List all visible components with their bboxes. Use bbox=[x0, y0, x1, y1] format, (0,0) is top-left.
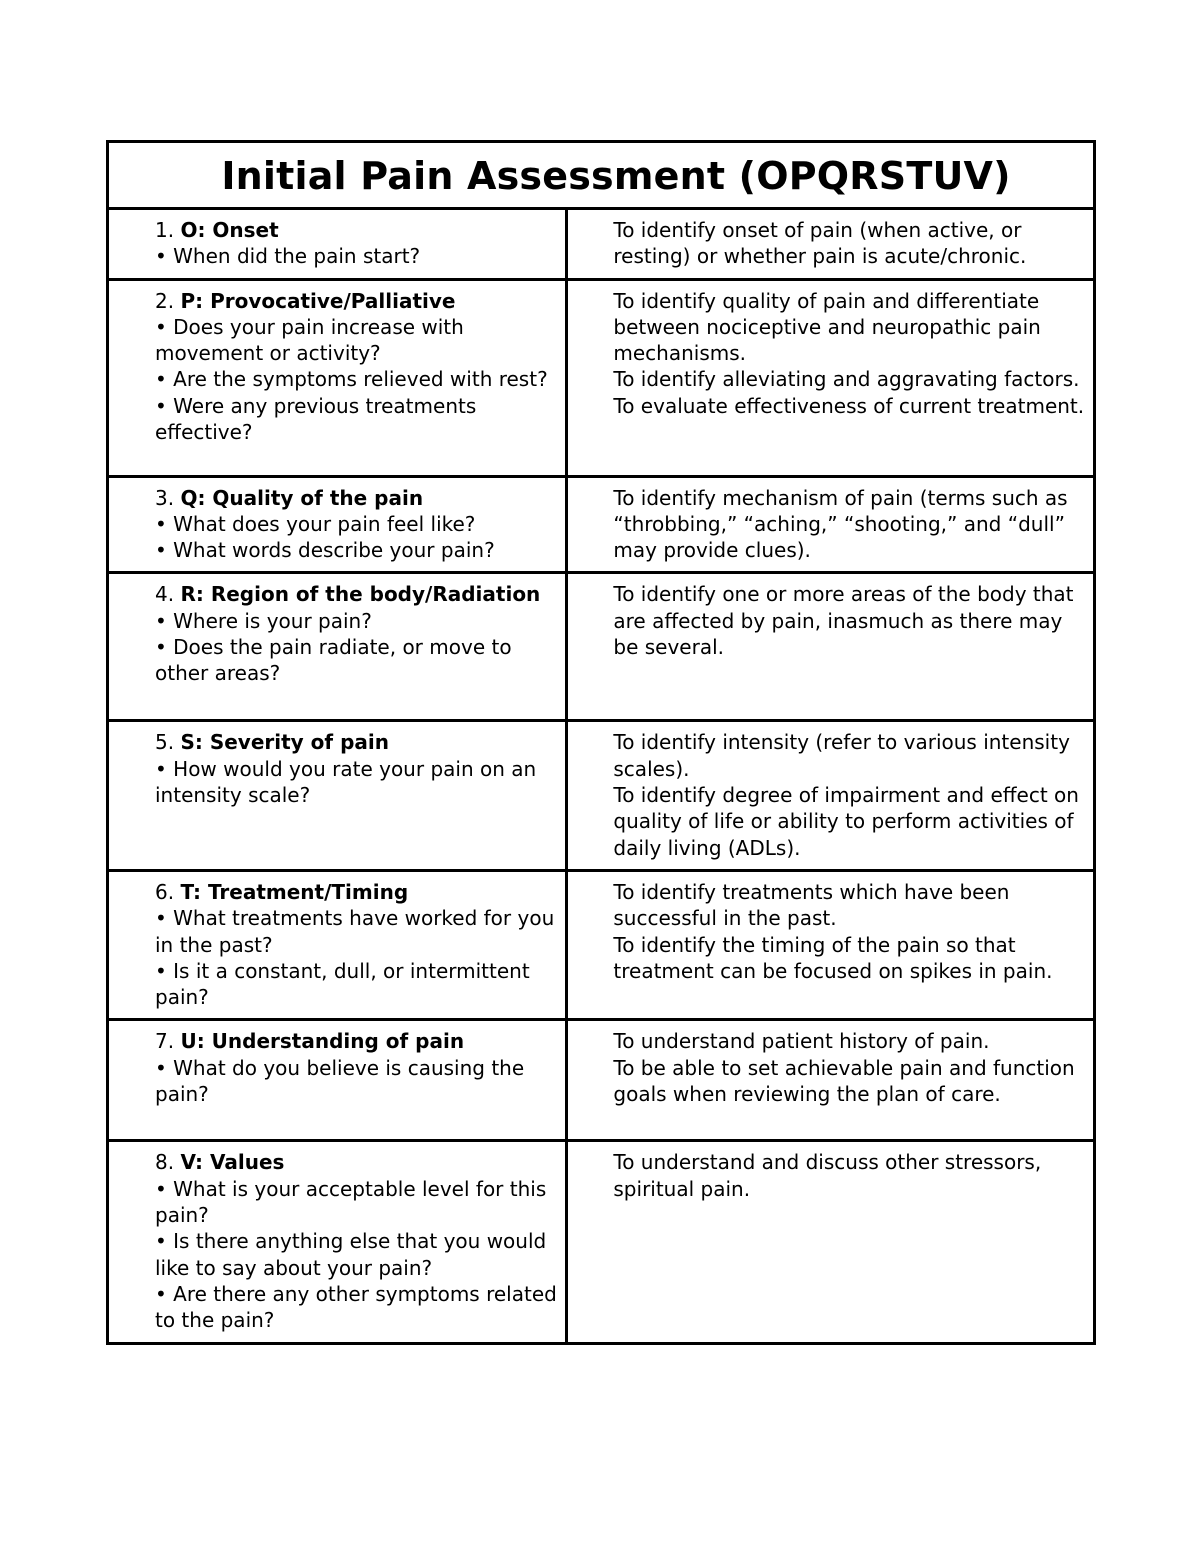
criteria-cell bbox=[108, 573, 567, 721]
purpose-cell bbox=[567, 279, 1095, 476]
purpose-cell bbox=[567, 1141, 1095, 1343]
criteria-content bbox=[109, 210, 565, 278]
purpose-item: To identify treatments which have been successful in the past. bbox=[613, 879, 1010, 931]
criteria-heading-line bbox=[155, 1028, 557, 1054]
question-item: • What do you believe is causing the pain? bbox=[155, 1055, 525, 1107]
criteria-cell bbox=[108, 1141, 567, 1343]
purpose-content bbox=[568, 574, 1093, 668]
criteria-cell bbox=[108, 476, 567, 573]
table-row bbox=[108, 1020, 1095, 1141]
criteria-heading-line bbox=[155, 217, 557, 243]
purpose-item: To identify intensity (refer to various intensity scales). bbox=[613, 730, 1070, 781]
question-item: • Is it a constant, dull, or intermittent pain? bbox=[155, 958, 530, 1010]
table-row bbox=[108, 279, 1095, 476]
purpose-cell bbox=[567, 573, 1095, 721]
criteria-heading-line bbox=[155, 729, 557, 755]
purpose-cell bbox=[567, 870, 1095, 1019]
pain-assessment-table bbox=[106, 140, 1096, 1345]
purpose-item: To understand and discuss other stressors, spiritual pain. bbox=[613, 1150, 1042, 1201]
question-item: • When did the pain start? bbox=[155, 244, 421, 269]
question-item: • What words describe your pain? bbox=[155, 538, 495, 563]
criteria-heading: S: Severity of pain bbox=[180, 730, 389, 755]
question-item: • Does your pain increase with movement or activity? bbox=[155, 314, 464, 366]
purpose-content bbox=[568, 722, 1093, 868]
purpose-cell bbox=[567, 476, 1095, 573]
purpose-item: To understand patient history of pain. bbox=[613, 1029, 990, 1054]
criteria-content bbox=[109, 1021, 565, 1115]
criteria-heading: Q: Quality of the pain bbox=[180, 485, 424, 510]
criteria-cell bbox=[108, 1020, 567, 1141]
question-item: • Is there anything else that you would like to say about your pain? bbox=[155, 1229, 547, 1280]
criteria-cell bbox=[108, 209, 567, 280]
criteria-heading: P: Provocative/Palliative bbox=[180, 288, 456, 313]
question-item: • Where is your pain? bbox=[155, 608, 372, 633]
criteria-heading: T: Treatment/Timing bbox=[180, 879, 409, 904]
criteria-number: 2. bbox=[155, 288, 175, 313]
criteria-heading: R: Region of the body/Radiation bbox=[180, 582, 541, 607]
criteria-heading-line bbox=[155, 1149, 557, 1175]
criteria-heading: O: Onset bbox=[180, 218, 279, 242]
table-body bbox=[108, 142, 1095, 1344]
question-item: • What is your acceptable level for this pain? bbox=[155, 1176, 547, 1228]
criteria-number: 1. bbox=[155, 218, 175, 242]
criteria-heading-line bbox=[155, 485, 557, 511]
purpose-content bbox=[568, 1021, 1093, 1115]
criteria-number: 4. bbox=[155, 582, 175, 607]
purpose-item: To identify alleviating and aggravating factors. bbox=[613, 367, 1080, 392]
table-row bbox=[108, 721, 1095, 870]
purpose-item: To identify quality of pain and differentiate between nociceptive and neuropathic pain mechanisms. bbox=[613, 288, 1041, 366]
purpose-item: To evaluate effectiveness of current treatment. bbox=[613, 393, 1085, 418]
criteria-content bbox=[109, 478, 565, 572]
criteria-cell bbox=[108, 870, 567, 1019]
table-row bbox=[108, 476, 1095, 573]
purpose-item: To identify one or more areas of the body that are affected by pain, inasmuch as there may be several. bbox=[613, 582, 1074, 660]
question-item: • What does your pain feel like? bbox=[155, 511, 476, 536]
question-item: • Does the pain radiate, or move to other areas? bbox=[155, 635, 512, 686]
criteria-content bbox=[109, 574, 565, 694]
purpose-item: To identify onset of pain (when active, or resting) or whether pain is acute/chronic. bbox=[613, 218, 1027, 269]
question-item: • Are there any other symptoms related to the pain? bbox=[155, 1281, 557, 1333]
criteria-number: 3. bbox=[155, 485, 175, 510]
criteria-cell bbox=[108, 721, 567, 870]
criteria-content bbox=[109, 872, 565, 1018]
table-row bbox=[108, 1141, 1095, 1343]
criteria-heading-line bbox=[155, 581, 557, 607]
purpose-item: To identify mechanism of pain (terms such as “throbbing,” “aching,” “shooting,” and “dull” may provide clues). bbox=[613, 485, 1068, 563]
purpose-item: To be able to set achievable pain and function goals when reviewing the plan of care. bbox=[613, 1055, 1075, 1107]
criteria-number: 5. bbox=[155, 730, 175, 755]
table-row bbox=[108, 209, 1095, 280]
criteria-number: 7. bbox=[155, 1029, 175, 1054]
criteria-heading-line bbox=[155, 879, 557, 905]
criteria-content bbox=[109, 1142, 565, 1341]
page-title: Initial Pain Assessment (OPQRSTUV) bbox=[221, 154, 1011, 198]
question-item: • Are the symptoms relieved with rest? bbox=[155, 367, 548, 392]
question-item: • Were any previous treatments effective? bbox=[155, 393, 477, 445]
criteria-heading: V: Values bbox=[180, 1150, 285, 1175]
table-row bbox=[108, 573, 1095, 721]
purpose-item: To identify degree of impairment and effect on quality of life or ability to perform activities of daily living (ADLs). bbox=[613, 783, 1079, 860]
title-cell bbox=[108, 142, 1095, 209]
criteria-heading: U: Understanding of pain bbox=[180, 1029, 465, 1054]
purpose-content bbox=[568, 478, 1093, 572]
criteria-cell bbox=[108, 279, 567, 476]
purpose-content bbox=[568, 1142, 1093, 1210]
purpose-item: To identify the timing of the pain so that treatment can be focused on spikes in pain. bbox=[613, 932, 1053, 983]
question-item: • What treatments have worked for you in the past? bbox=[155, 906, 555, 957]
criteria-content bbox=[109, 281, 565, 454]
table-row bbox=[108, 870, 1095, 1019]
criteria-number: 6. bbox=[155, 879, 175, 904]
purpose-content bbox=[568, 210, 1093, 278]
criteria-number: 8. bbox=[155, 1150, 175, 1175]
purpose-cell bbox=[567, 1020, 1095, 1141]
purpose-content bbox=[568, 872, 1093, 992]
title-row bbox=[108, 142, 1095, 209]
purpose-cell bbox=[567, 209, 1095, 280]
purpose-content bbox=[568, 281, 1093, 427]
criteria-content bbox=[109, 722, 565, 816]
question-item: • How would you rate your pain on an intensity scale? bbox=[155, 756, 537, 808]
criteria-heading-line bbox=[155, 288, 557, 314]
purpose-cell bbox=[567, 721, 1095, 870]
